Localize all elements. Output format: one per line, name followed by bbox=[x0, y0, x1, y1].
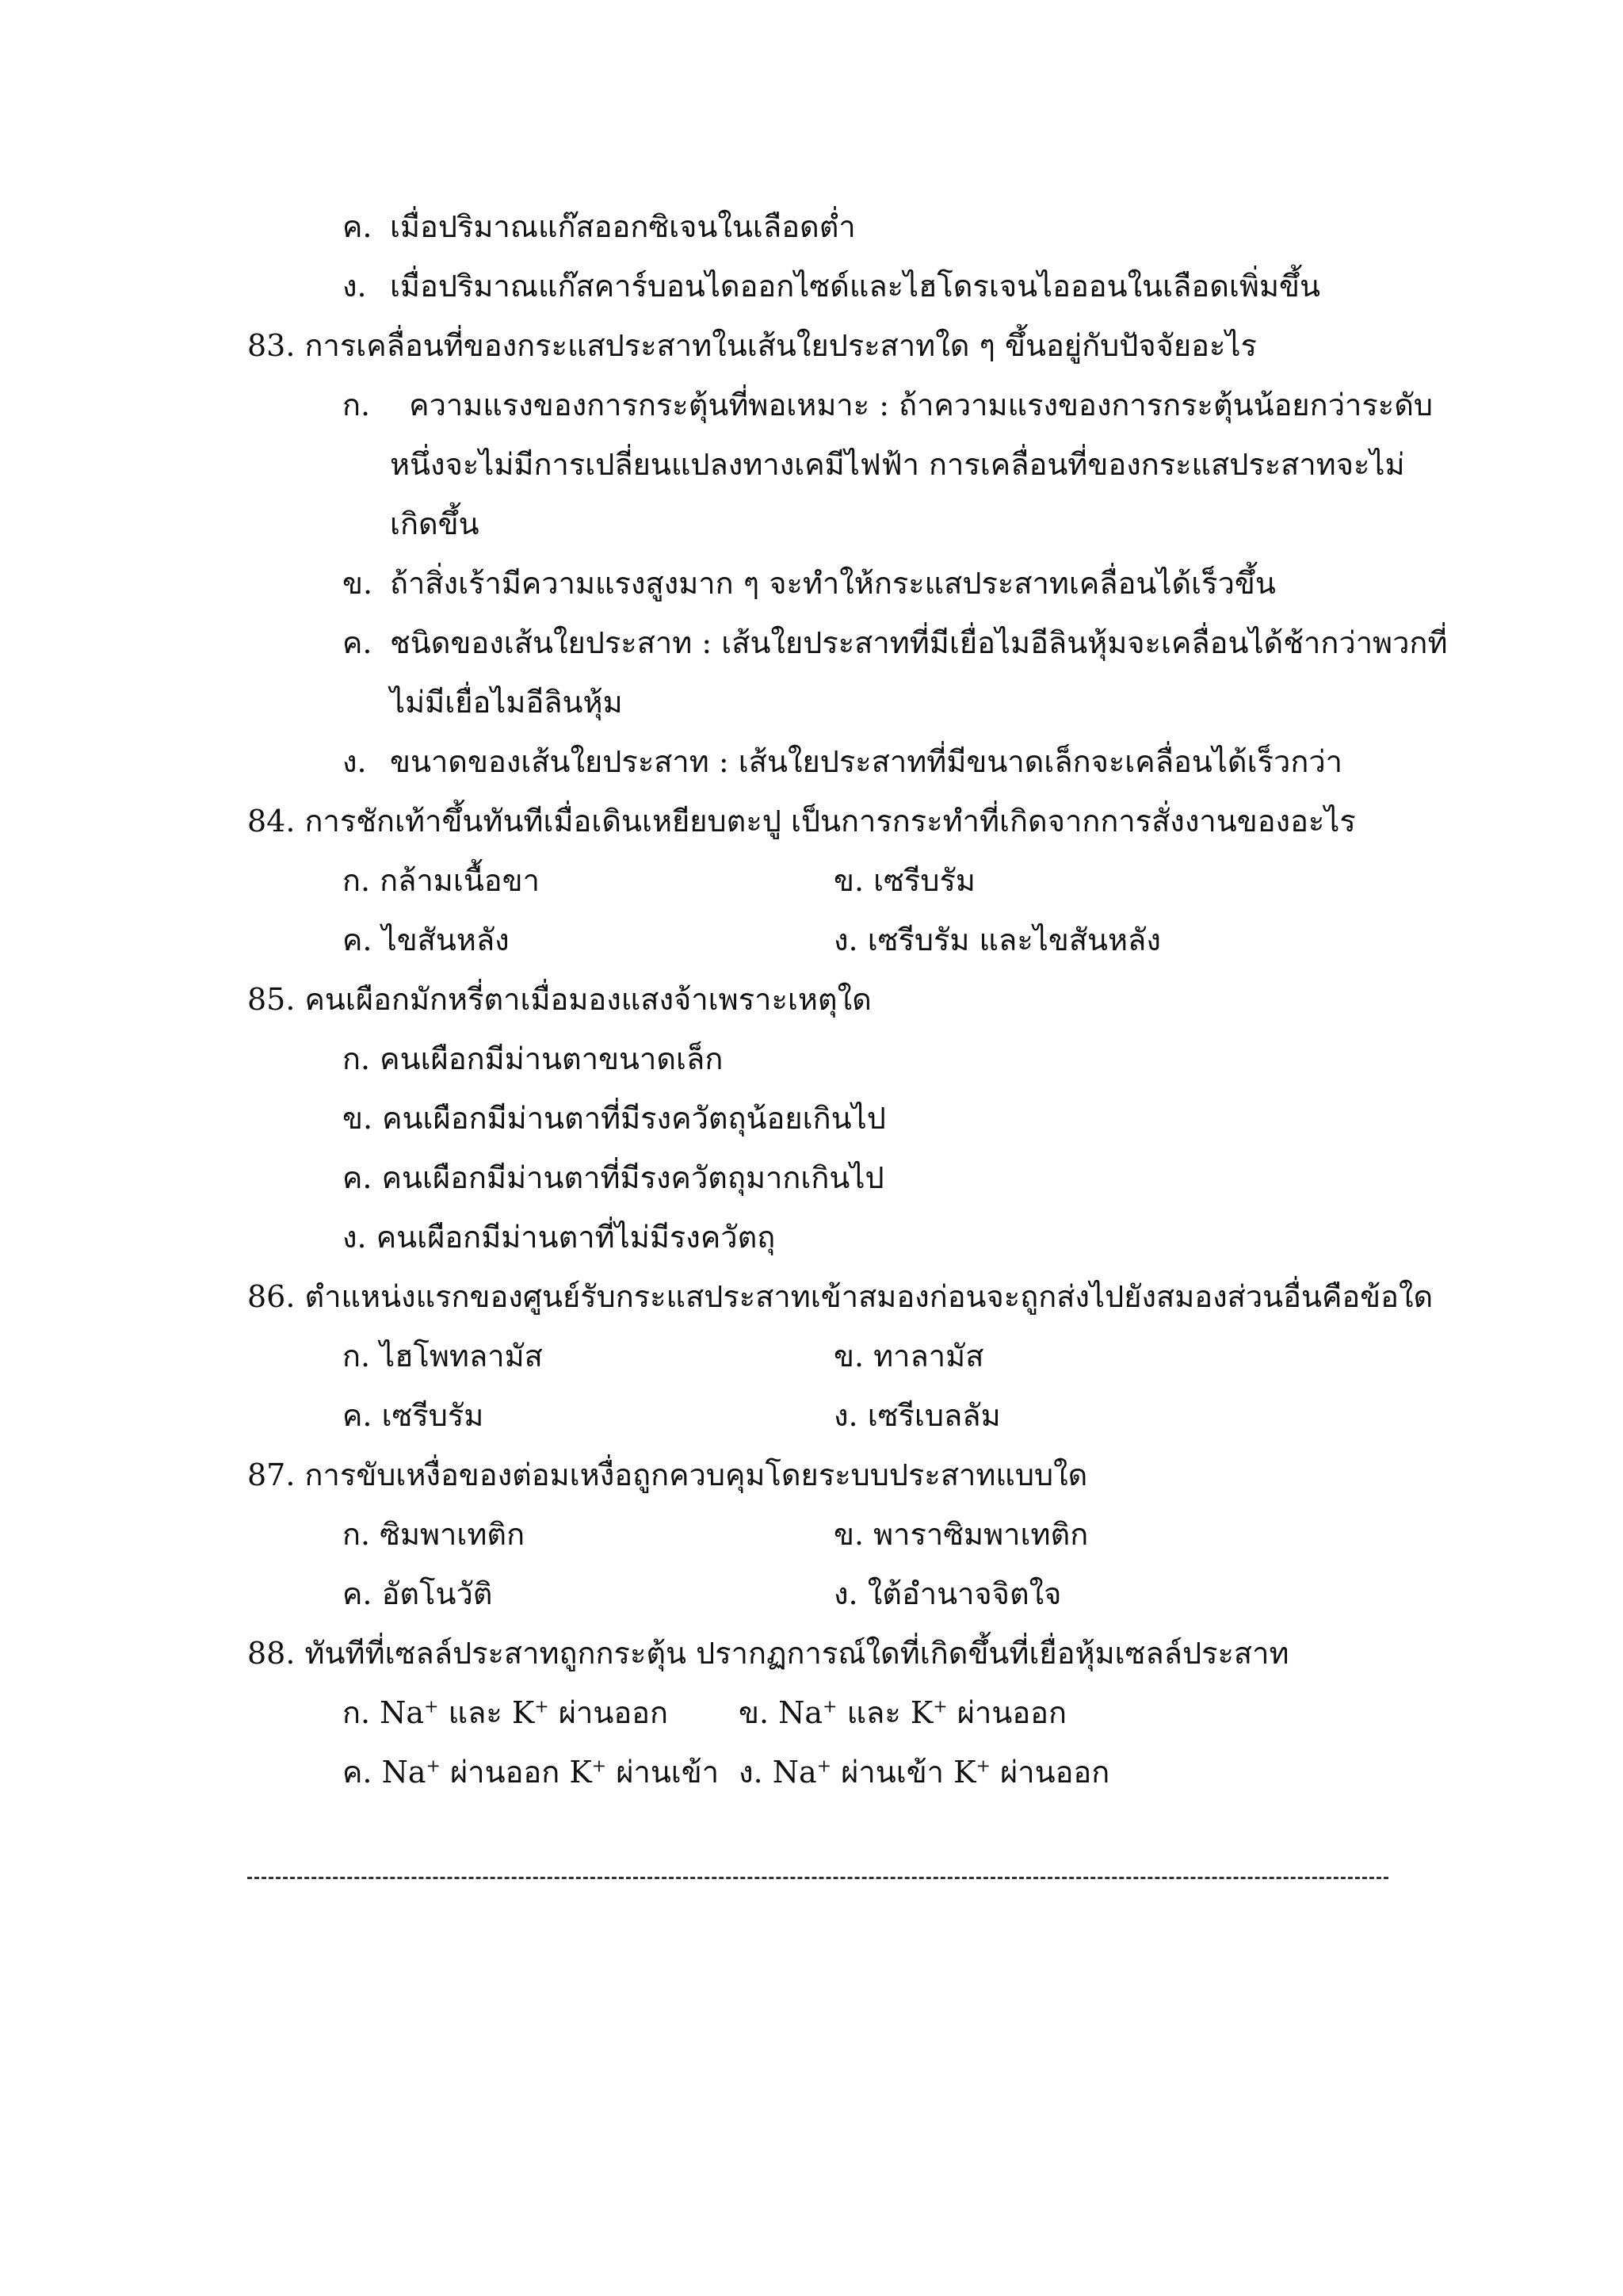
question-85: 85. คนเผือกมักหรี่ตาเมื่อมองแสงจ้าเพราะเหตุใด bbox=[247, 982, 872, 1017]
ion-charge: + bbox=[933, 1697, 948, 1717]
ion-sodium: Na bbox=[778, 1695, 823, 1730]
q86-option-d: ง. เซรีเบลลัม bbox=[834, 1398, 1001, 1433]
q83-option-c-line2: ไม่มีเยื่อไมอีลินหุ้ม bbox=[390, 685, 623, 720]
option-letter: ค. bbox=[342, 209, 372, 244]
q87-option-a: ก. ซิมพาเทติก bbox=[342, 1517, 525, 1552]
q86-option-c: ค. เซรีบรัม bbox=[342, 1398, 484, 1433]
q85-option-a: ก. คนเผือกมีม่านตาขนาดเล็ก bbox=[342, 1041, 724, 1076]
option-prefix: ข. bbox=[739, 1695, 779, 1730]
question-83: 83. การเคลื่อนที่ของกระแสประสาทในเส้นใยประสาทใด ๆ ขึ้นอยู่กับปัจจัยอะไร bbox=[247, 328, 1257, 363]
q86-option-a: ก. ไฮโพทลามัส bbox=[342, 1339, 543, 1373]
ion-charge: + bbox=[424, 1697, 439, 1717]
question-88: 88. ทันทีที่เซลล์ประสาทถูกกระตุ้น ปรากฏการณ์ใดที่เกิดขึ้นที่เยื่อหุ้มเซลล์ประสาท bbox=[247, 1636, 1289, 1671]
option-prefix: ก. bbox=[342, 1695, 380, 1730]
ion-charge: + bbox=[823, 1697, 838, 1717]
option-letter: ข. bbox=[342, 566, 373, 601]
q87-option-d: ง. ใต้อำนาจจิตใจ bbox=[834, 1576, 1062, 1611]
q83-option-d bbox=[342, 743, 1342, 781]
q84-option-b: ข. เซรีบรัม bbox=[834, 863, 976, 898]
option-suffix: ผ่านออก bbox=[990, 1755, 1110, 1790]
q88-option-a bbox=[342, 1694, 668, 1732]
question-84: 84. การชักเท้าขึ้นทันทีเมื่อเดินเหยียบตะปู เป็นการกระทำที่เกิดจากการสั่งงานของอะไร bbox=[247, 804, 1356, 839]
option-text: ขนาดของเส้นใยประสาท : เส้นใยประสาทที่มีขนาดเล็กจะเคลื่อนได้เร็วกว่า bbox=[390, 744, 1343, 779]
question-86: 86. ตำแหน่งแรกของศูนย์รับกระแสประสาทเข้าสมองก่อนจะถูกส่งไปยังสมองส่วนอื่นคือข้อใด bbox=[247, 1279, 1434, 1314]
option-letter: ง. bbox=[342, 269, 367, 304]
q85-option-d: ง. คนเผือกมีม่านตาที่ไม่มีรงควัตถุ bbox=[342, 1220, 776, 1255]
end-divider bbox=[247, 1877, 1388, 1879]
q85-option-b: ข. คนเผือกมีม่านตาที่มีรงควัตถุน้อยเกินไป bbox=[342, 1101, 886, 1136]
option-connector: และ bbox=[438, 1695, 512, 1730]
option-text: ถ้าสิ่งเร้ามีความแรงสูงมาก ๆ จะทำให้กระแสประสาทเคลื่อนได้เร็วขึ้น bbox=[390, 566, 1276, 601]
ion-sodium: Na bbox=[381, 1755, 426, 1790]
ion-charge: + bbox=[591, 1756, 607, 1777]
option-letter: ค. bbox=[342, 625, 372, 660]
ion-potassium: K bbox=[511, 1695, 535, 1730]
q88-option-c bbox=[342, 1753, 719, 1791]
ion-charge: + bbox=[426, 1756, 441, 1777]
option-letter: ก. bbox=[342, 388, 371, 422]
q84-option-d: ง. เซรีบรัม และไขสันหลัง bbox=[834, 923, 1161, 957]
prev-option-d bbox=[342, 267, 1320, 305]
q83-option-c-line1 bbox=[342, 624, 1448, 662]
q88-option-b bbox=[739, 1694, 1067, 1732]
option-prefix: ค. bbox=[342, 1755, 382, 1790]
ion-potassium: K bbox=[910, 1695, 934, 1730]
q87-option-c: ค. อัตโนวัติ bbox=[342, 1576, 493, 1611]
option-suffix: ผ่านออก bbox=[947, 1695, 1067, 1730]
option-connector: ผ่านออก bbox=[440, 1755, 570, 1790]
q86-option-b: ข. ทาลามัส bbox=[834, 1339, 984, 1373]
option-connector: และ bbox=[837, 1695, 911, 1730]
option-suffix: ผ่านออก bbox=[548, 1695, 669, 1730]
ion-charge: + bbox=[534, 1697, 549, 1717]
question-87: 87. การขับเหงื่อของต่อมเหงื่อถูกควบคุมโดยระบบประสาทแบบใด bbox=[247, 1457, 1088, 1492]
option-text: ชนิดของเส้นใยประสาท : เส้นใยประสาทที่มีเยื่อไมอีลินหุ้มจะเคลื่อนได้ช้ากว่าพวกที่ bbox=[390, 625, 1448, 660]
ion-charge: + bbox=[976, 1756, 991, 1777]
ion-charge: + bbox=[816, 1756, 832, 1777]
q88-option-d bbox=[739, 1753, 1109, 1791]
ion-sodium: Na bbox=[772, 1755, 817, 1790]
ion-potassium: K bbox=[953, 1755, 976, 1790]
option-connector: ผ่านเข้า bbox=[831, 1755, 954, 1790]
option-text: ความแรงของการกระตุ้นที่พอเหมาะ : ถ้าความแรงของการกระตุ้นน้อยกว่าระดับ bbox=[409, 388, 1433, 422]
ion-potassium: K bbox=[569, 1755, 592, 1790]
ion-sodium: Na bbox=[380, 1695, 425, 1730]
prev-option-c bbox=[342, 208, 856, 246]
option-prefix: ง. bbox=[739, 1755, 773, 1790]
q83-option-a-line2: หนึ่งจะไม่มีการเปลี่ยนแปลงทางเคมีไฟฟ้า การเคลื่อนที่ของกระแสประสาทจะไม่ bbox=[390, 447, 1405, 482]
q84-option-c: ค. ไขสันหลัง bbox=[342, 923, 510, 957]
q85-option-c: ค. คนเผือกมีม่านตาที่มีรงควัตถุมากเกินไป bbox=[342, 1160, 884, 1195]
option-text: เมื่อปริมาณแก๊สออกซิเจนในเลือดต่ำ bbox=[390, 209, 856, 244]
q83-option-a-line3: เกิดขึ้น bbox=[390, 506, 479, 541]
q83-option-b bbox=[342, 564, 1276, 602]
option-text: เมื่อปริมาณแก๊สคาร์บอนไดออกไซด์และไฮโดรเจนไอออนในเลือดเพิ่มขึ้น bbox=[390, 269, 1320, 304]
q87-option-b: ข. พาราซิมพาเทติก bbox=[834, 1517, 1089, 1552]
q83-option-a-line1 bbox=[342, 386, 1433, 424]
option-letter: ง. bbox=[342, 744, 367, 779]
option-suffix: ผ่านเข้า bbox=[606, 1755, 720, 1790]
q84-option-a: ก. กล้ามเนื้อขา bbox=[342, 863, 540, 898]
